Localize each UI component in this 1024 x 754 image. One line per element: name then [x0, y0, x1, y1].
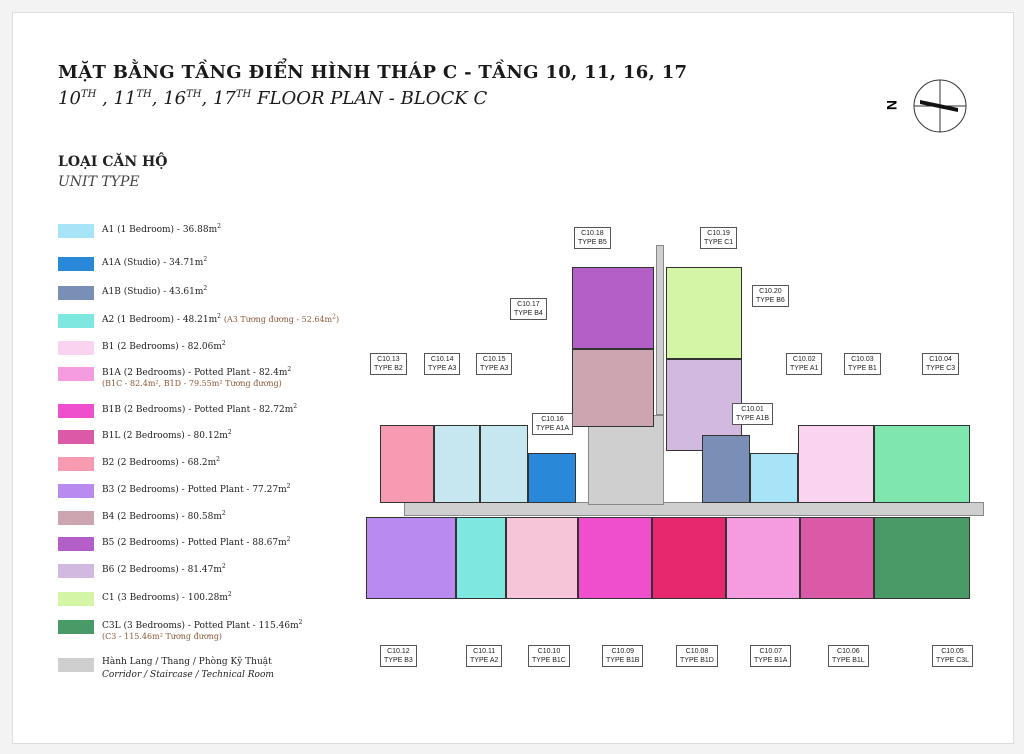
label-c10-08: C10.08 TYPE B1D	[676, 645, 718, 667]
floor-4: 17	[212, 88, 236, 109]
sup-2: TH	[136, 89, 152, 100]
unit-c10-02[interactable]	[750, 453, 798, 503]
legend-swatch	[58, 457, 94, 471]
unit-c10-16[interactable]	[528, 453, 576, 503]
unit-c10-12[interactable]	[366, 517, 456, 599]
label-c10-15: C10.15 TYPE A3	[476, 353, 512, 375]
label-c10-11: C10.11 TYPE A2	[466, 645, 502, 667]
legend-label: A1A (Studio) - $34.71m^2$	[102, 256, 208, 268]
legend-swatch	[58, 286, 94, 300]
unit-c10-04[interactable]	[874, 425, 970, 503]
title-vietnamese: MẶT BẰNG TẦNG ĐIỂN HÌNH THÁP C - TẦNG 10, 11, 16, 17	[58, 62, 688, 83]
title-english: 10TH , 11TH, 16TH, 17TH FLOOR PLAN - BLOCK C	[58, 88, 488, 109]
unit-c10-08[interactable]	[652, 517, 726, 599]
label-c10-06: C10.06 TYPE B1L	[828, 645, 869, 667]
unit-c10-17[interactable]	[572, 349, 654, 427]
unit-c10-19[interactable]	[666, 267, 742, 359]
legend-label: B5 (2 Bedrooms) - Potted Plant - $88.67m^2$	[102, 536, 291, 548]
corridor-vertical	[656, 245, 664, 415]
unit-c10-06[interactable]	[800, 517, 874, 599]
legend-swatch	[58, 341, 94, 355]
legend-label: C1 (3 Bedrooms) - $100.28m^2$	[102, 591, 232, 603]
legend-label: B1L (2 Bedrooms) - $80.12m^2$	[102, 429, 232, 441]
legend-label: Hành Lang / Thang / Phòng Kỹ Thuật	[102, 657, 272, 667]
label-c10-13: C10.13 TYPE B2	[370, 353, 407, 375]
unit-heading-vn: LOẠI CĂN HỘ	[58, 154, 168, 170]
unit-c10-15[interactable]	[480, 425, 528, 503]
unit-c10-11[interactable]	[456, 517, 506, 599]
legend-swatch	[58, 537, 94, 551]
label-c10-09: C10.09 TYPE B1B	[602, 645, 643, 667]
legend-label: B6 (2 Bedrooms) - $81.47m^2$	[102, 563, 226, 575]
legend-label: B4 (2 Bedrooms) - $80.58m^2$	[102, 510, 226, 522]
core-elevator-stair	[588, 415, 664, 505]
compass-n-label: N	[884, 100, 900, 111]
label-c10-03: C10.03 TYPE B1	[844, 353, 881, 375]
legend-swatch	[58, 511, 94, 525]
label-c10-05: C10.05 TYPE C3L	[932, 645, 973, 667]
unit-c10-18[interactable]	[572, 267, 654, 349]
legend-swatch	[58, 224, 94, 238]
sup-4: TH	[235, 89, 252, 100]
legend-swatch	[58, 592, 94, 606]
legend-swatch	[58, 314, 94, 328]
compass-icon	[884, 78, 972, 138]
legend-label: C3L (3 Bedrooms) - Potted Plant - $115.46m^2$	[102, 619, 303, 631]
legend-label: A2 (1 Bedroom) - $48.21m^2$ (A3 Tương đương - $52.64m^2$)	[102, 313, 340, 325]
unit-c10-09[interactable]	[578, 517, 652, 599]
floor-1: 10	[58, 88, 81, 109]
label-c10-04: C10.04 TYPE C3	[922, 353, 959, 375]
legend-label: A1 (1 Bedroom) - $36.88m^2$	[102, 223, 221, 235]
label-c10-02: C10.02 TYPE A1	[786, 353, 822, 375]
legend-swatch	[58, 404, 94, 418]
label-c10-19: C10.19 TYPE C1	[700, 227, 737, 249]
legend-label: B3 (2 Bedrooms) - Potted Plant - $77.27m^2$	[102, 483, 291, 495]
unit-heading-en: UNIT TYPE	[58, 174, 140, 190]
unit-c10-07[interactable]	[726, 517, 800, 599]
label-c10-14: C10.14 TYPE A3	[424, 353, 460, 375]
label-c10-17: C10.17 TYPE B4	[510, 298, 547, 320]
label-c10-10: C10.10 TYPE B1C	[528, 645, 570, 667]
legend-label: B1A (2 Bedrooms) - Potted Plant - $82.4m^2$	[102, 366, 292, 378]
label-c10-01: C10.01 TYPE A1B	[732, 403, 773, 425]
corridor-horizontal	[404, 502, 984, 516]
legend-swatch	[58, 620, 94, 634]
unit-c10-14[interactable]	[434, 425, 480, 503]
label-c10-20: C10.20 TYPE B6	[752, 285, 789, 307]
legend-label: A1B (Studio) - $43.61m^2$	[102, 285, 208, 297]
unit-c10-03[interactable]	[798, 425, 874, 503]
legend-note: (C3 - 115.46m² Tương đương)	[102, 632, 223, 641]
legend-swatch	[58, 658, 94, 672]
sup-3: TH	[186, 89, 202, 100]
sup-1: TH	[80, 89, 97, 100]
label-c10-12: C10.12 TYPE B3	[380, 645, 417, 667]
unit-c10-01[interactable]	[702, 435, 750, 503]
floor-2: 11	[113, 88, 137, 109]
legend-label: B2 (2 Bedrooms) - $68.2m^2$	[102, 456, 220, 468]
label-c10-07: C10.07 TYPE B1A	[750, 645, 791, 667]
floor-3: 16	[163, 88, 187, 109]
legend-label: B1 (2 Bedrooms) - $82.06m^2$	[102, 340, 226, 352]
label-c10-16: C10.16 TYPE A1A	[532, 413, 573, 435]
label-c10-18: C10.18 TYPE B5	[574, 227, 611, 249]
legend-note: (B1C - 82.4m², B1D - 79.55m² Tương đương)	[102, 379, 282, 388]
legend-swatch	[58, 484, 94, 498]
legend-label-en: Corridor / Staircase / Technical Room	[102, 670, 274, 680]
legend-swatch	[58, 430, 94, 444]
legend-label: B1B (2 Bedrooms) - Potted Plant - $82.72m^2$	[102, 403, 298, 415]
legend-swatch	[58, 564, 94, 578]
legend-swatch	[58, 257, 94, 271]
title-suffix: FLOOR PLAN - BLOCK C	[257, 88, 488, 109]
unit-c10-13[interactable]	[380, 425, 434, 503]
unit-c10-10[interactable]	[506, 517, 578, 599]
legend-swatch	[58, 367, 94, 381]
unit-c10-05[interactable]	[874, 517, 970, 599]
